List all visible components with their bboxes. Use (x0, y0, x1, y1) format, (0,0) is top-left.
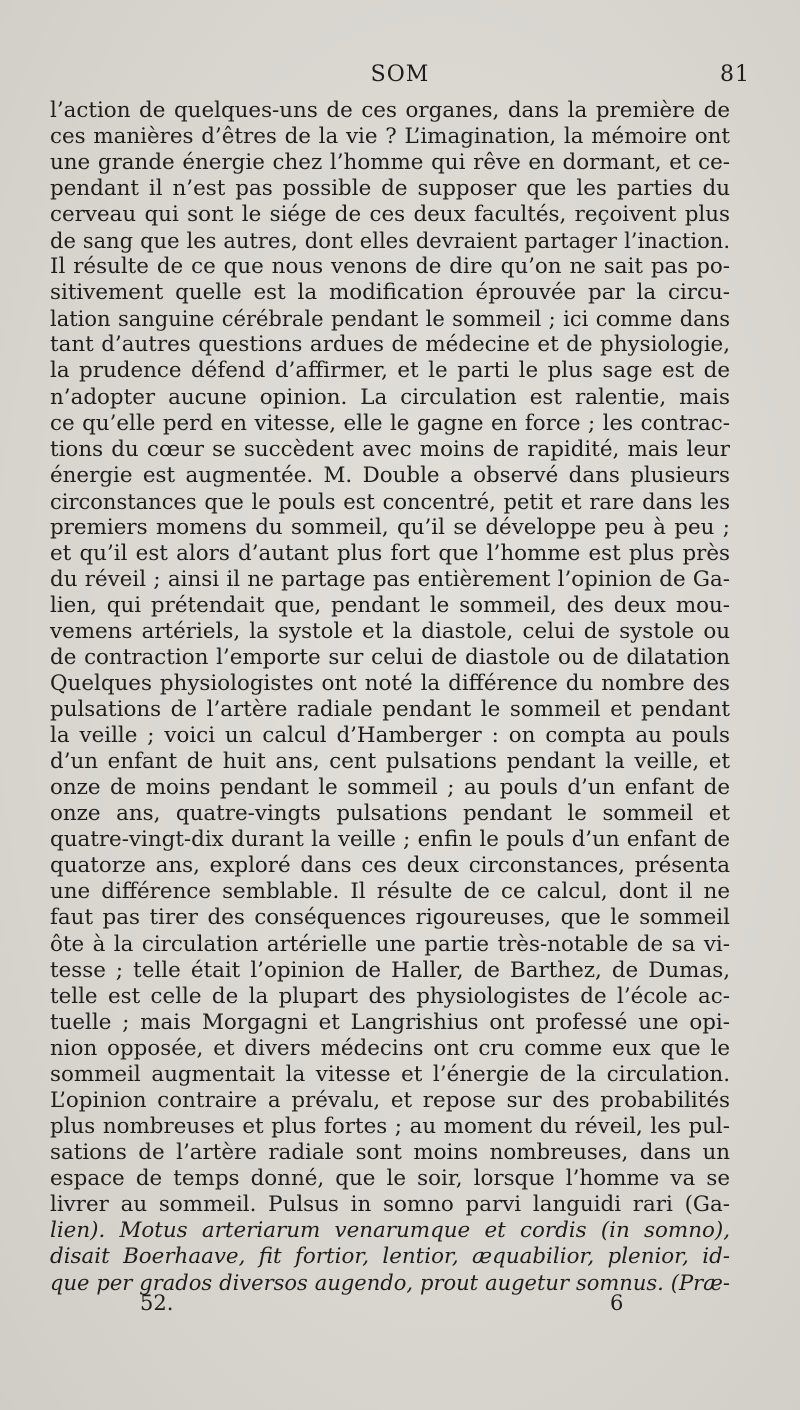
text-line: faut pas tirer des conséquences rigoureuses, que le sommeil (50, 905, 730, 931)
text-line: cerveau qui sont le siége de ces deux facultés, reçoivent plus (50, 202, 730, 228)
text-line: une grande énergie chez l’homme qui rêve en dormant, et ce- (50, 150, 730, 176)
text-line: onze ans, quatre-vingts pulsations pendant le sommeil et (50, 801, 730, 827)
running-head: SOM (370, 62, 430, 87)
text-line: lien). Motus arteriarum venarumque et cordis (in somno), (50, 1218, 730, 1244)
text-line: du réveil ; ainsi il ne partage pas entièrement l’opinion de Ga- (50, 566, 730, 592)
text-line: pulsations de l’artère radiale pendant le sommeil et pendant (50, 697, 730, 723)
page-header (50, 62, 750, 96)
text-line: ces manières d’êtres de la vie ? L’imagination, la mémoire ont (50, 124, 730, 150)
text-line: de contraction l’emporte sur celui de diastole ou de dilatation (50, 644, 730, 670)
text-line: sommeil augmentait la vitesse et l’énergie de la circulation. (50, 1061, 730, 1087)
text-line: ce qu’elle perd en vitesse, elle le gagne en force ; les contrac- (50, 410, 730, 436)
text-line: l’action de quelques-uns de ces organes, dans la première de (50, 98, 730, 123)
text-line: telle est celle de la plupart des physiologistes de l’école ac- (50, 983, 730, 1009)
text-line: ôte à la circulation artérielle une partie très-notable de sa vi- (50, 931, 730, 957)
text-line: tuelle ; mais Morgagni et Langrishius ont professé une opi- (50, 1009, 730, 1035)
text-line: quatorze ans, exploré dans ces deux circonstances, présenta (50, 853, 730, 879)
text-line: quatre-vingt-dix durant la veille ; enfin le pouls d’un enfant de (50, 827, 730, 853)
text-line: premiers momens du sommeil, qu’il se développe peu à peu ; (50, 514, 730, 540)
text-line: tions du cœur se succèdent avec moins de rapidité, mais leur (50, 436, 730, 462)
text-line: d’un enfant de huit ans, cent pulsations pendant la veille, et (50, 749, 730, 775)
body-text (50, 98, 730, 1296)
text-line: sations de l’artère radiale sont moins nombreuses, dans un (50, 1139, 730, 1165)
text-line: Il résulte de ce que nous venons de dire qu’on ne sait pas po- (50, 254, 730, 280)
page-footer (50, 1291, 730, 1321)
text-line: L’opinion contraire a prévalu, et repose sur des probabilités (50, 1087, 730, 1113)
text-line: pendant il n’est pas possible de supposer que les parties du (50, 176, 730, 202)
page-number: 81 (720, 62, 750, 87)
text-line: lien, qui prétendait que, pendant le sommeil, des deux mou- (50, 592, 730, 618)
text-line: espace de temps donné, que le soir, lorsque l’homme va se (50, 1165, 730, 1191)
text-line: de sang que les autres, dont elles devraient partager l’inaction. (50, 229, 730, 254)
text-line: plus nombreuses et plus fortes ; au moment du réveil, les pul- (50, 1113, 730, 1139)
text-line: tesse ; telle était l’opinion de Haller, de Barthez, de Dumas, (50, 957, 730, 983)
text-line: une différence semblable. Il résulte de ce calcul, dont il ne (50, 879, 730, 905)
text-line: vemens artériels, la systole et la diastole, celui de systole ou (50, 618, 730, 644)
text-line: que per grados diversos augendo, prout augetur somnus. (Præ- (50, 1271, 730, 1296)
text-line: tant d’autres questions ardues de médecine et de physiologie, (50, 332, 730, 358)
text-line: énergie est augmentée. M. Double a observé dans plusieurs (50, 462, 730, 488)
signature-letter: 6 (610, 1291, 624, 1315)
signature-mark: 52. (140, 1291, 174, 1315)
text-line: onze de moins pendant le sommeil ; au pouls d’un enfant de (50, 775, 730, 801)
text-line: n’adopter aucune opinion. La circulation est ralentie, mais (50, 384, 730, 410)
text-line: et qu’il est alors d’autant plus fort que l’homme est plus près (50, 540, 730, 566)
text-line: sitivement quelle est la modification éprouvée par la circu- (50, 280, 730, 306)
text-line: Quelques physiologistes ont noté la différence du nombre des (50, 671, 730, 697)
text-line: la prudence défend d’affirmer, et le parti le plus sage est de (50, 358, 730, 384)
text-line: livrer au sommeil. Pulsus in somno parvi languidi rari (Ga- (50, 1191, 730, 1217)
text-line: circonstances que le pouls est concentré, petit et rare dans les (50, 489, 730, 514)
text-line: lation sanguine cérébrale pendant le sommeil ; ici comme dans (50, 307, 730, 332)
text-line: nion opposée, et divers médecins ont cru comme eux que le (50, 1035, 730, 1061)
text-line: disait Boerhaave, fit fortior, lentior, æquabilior, plenior, id- (50, 1244, 730, 1270)
text-line: la veille ; voici un calcul d’Hamberger : on compta au pouls (50, 723, 730, 749)
